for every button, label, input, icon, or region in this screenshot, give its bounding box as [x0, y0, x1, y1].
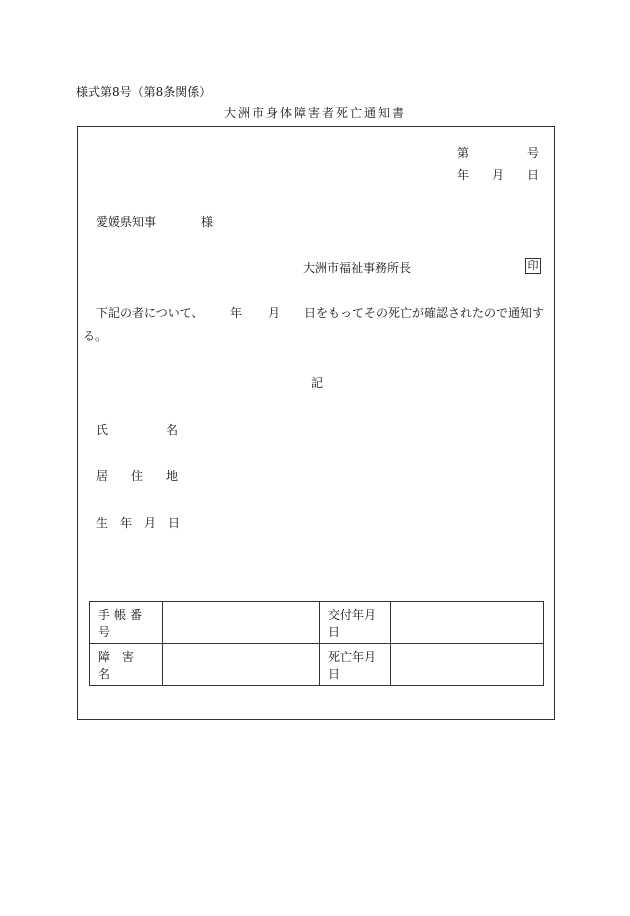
document-title: 大洲市身体障害者死亡通知書: [223, 106, 406, 120]
disability-name-header: 障 害 名: [90, 644, 163, 686]
sender-name: 大洲市福祉事務所長: [303, 261, 412, 275]
body-year: 年: [230, 306, 243, 320]
issue-date-value[interactable]: [391, 602, 544, 644]
death-date-value[interactable]: [391, 644, 544, 686]
table-row: [90, 602, 544, 644]
seal-wrapper: [525, 258, 541, 274]
name-label-b: 名: [166, 423, 179, 437]
birthdate-label: 生 年 月 日: [96, 516, 181, 530]
form-number-label: 様式第8号（第8条関係）: [76, 85, 212, 99]
seal-mark: 印: [525, 258, 541, 274]
date-month-label: 月: [492, 168, 505, 182]
address-label-c: 地: [166, 469, 179, 483]
address-label-a: 居: [96, 469, 109, 483]
body-tail: 日をもってその死亡が確認されたので通知す: [304, 306, 545, 320]
notebook-number-header: 手帳番号: [90, 602, 163, 644]
ki-mark: 記: [311, 376, 324, 390]
date-year-label: 年: [457, 168, 470, 182]
table-row: [90, 644, 544, 686]
info-table: [89, 601, 544, 686]
name-label-a: 氏: [96, 423, 109, 437]
number-prefix: 第: [457, 146, 470, 160]
body-month: 月: [268, 306, 281, 320]
addressee-honorific: 様: [201, 215, 214, 229]
body-lead: 下記の者について、: [96, 306, 204, 320]
address-label-b: 住: [131, 469, 144, 483]
disability-name-value[interactable]: [163, 644, 320, 686]
date-day-label: 日: [527, 168, 540, 182]
number-suffix: 号: [527, 146, 540, 160]
notebook-number-value[interactable]: [163, 602, 320, 644]
body-line2: る。: [83, 329, 108, 343]
death-date-header: 死亡年月日: [320, 644, 391, 686]
issue-date-header: 交付年月日: [320, 602, 391, 644]
addressee-name: 愛媛県知事: [96, 215, 157, 229]
